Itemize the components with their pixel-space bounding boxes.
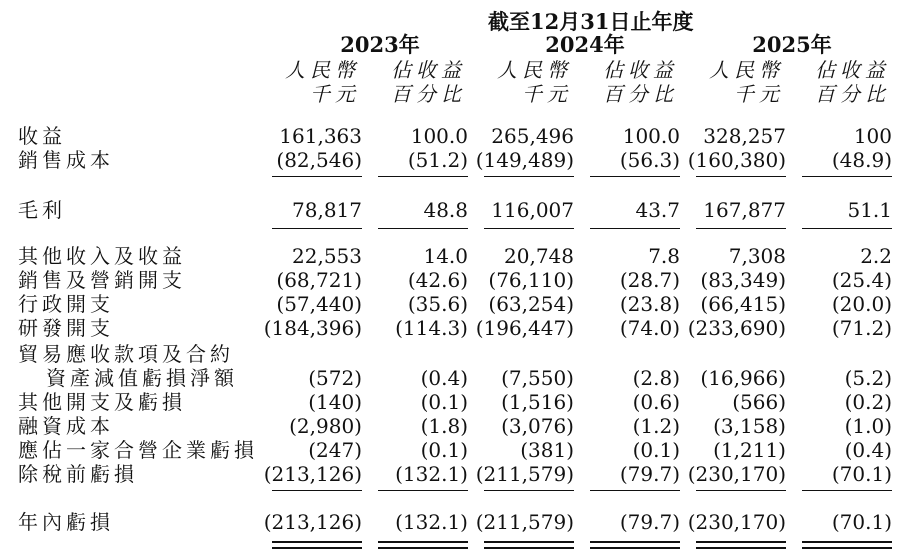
row-label: 除稅前虧損: [18, 462, 138, 486]
amount-header-2025: 人民幣: [709, 58, 784, 82]
row-label: 其他開支及虧損: [18, 390, 186, 414]
row-value: (149,489): [475, 148, 574, 172]
table-rule: [272, 176, 362, 177]
row-value: 100: [853, 124, 892, 148]
table-rule: [484, 541, 574, 543]
table-rule: [696, 541, 786, 543]
table-rule: [272, 547, 362, 549]
table-rule: [484, 228, 574, 229]
row-label: 應佔一家合營企業虧損: [18, 438, 258, 462]
row-value: 116,007: [491, 198, 574, 222]
table-rule: [802, 176, 892, 177]
row-value: (160,380): [687, 148, 786, 172]
row-value: (3,158): [713, 414, 786, 438]
row-value: (0.4): [420, 366, 468, 390]
row-label: 銷售成本: [18, 148, 114, 172]
row-value: (42.6): [407, 268, 468, 292]
row-value: (114.3): [395, 316, 468, 340]
row-value: (7,550): [501, 366, 574, 390]
table-rule: [378, 541, 468, 543]
row-value: (66,415): [700, 292, 786, 316]
table-rule: [802, 547, 892, 549]
row-value: (213,126): [263, 462, 362, 486]
row-value: 2.2: [860, 244, 892, 268]
table-rule: [272, 541, 362, 543]
row-value: (566): [732, 390, 786, 414]
row-value: (0.1): [420, 390, 468, 414]
row-value: 7,308: [728, 244, 786, 268]
row-value: (233,690): [687, 316, 786, 340]
row-value: (79.7): [619, 462, 680, 486]
row-label: 銷售及營銷開支: [18, 268, 186, 292]
row-value: (79.7): [619, 510, 680, 534]
row-value: (82,546): [276, 148, 362, 172]
row-label: 收益: [18, 124, 66, 148]
row-value: (63,254): [488, 292, 574, 316]
row-label: 行政開支: [18, 292, 114, 316]
table-rule: [590, 176, 680, 177]
table-rule: [484, 490, 574, 491]
table-rule: [484, 176, 574, 177]
amount-header-2024: 人民幣: [497, 58, 572, 82]
row-value: (572): [308, 366, 362, 390]
table-rule: [378, 547, 468, 549]
pct-unit-header-2025: 百分比: [815, 82, 890, 106]
row-value: (0.2): [844, 390, 892, 414]
row-value: (57,440): [276, 292, 362, 316]
table-rule: [378, 228, 468, 229]
row-value: (381): [520, 438, 574, 462]
row-value: (56.3): [619, 148, 680, 172]
table-rule: [590, 228, 680, 229]
row-label: 貿易應收款項及合約: [18, 342, 234, 366]
row-value: (0.4): [844, 438, 892, 462]
row-value: (132.1): [395, 462, 468, 486]
row-value: 14.0: [423, 244, 468, 268]
row-value: (211,579): [475, 510, 574, 534]
table-rule: [272, 228, 362, 229]
table-rule: [484, 547, 574, 549]
row-value: (48.9): [831, 148, 892, 172]
pct-header-2023: 佔收益: [391, 58, 466, 82]
row-value: (68,721): [276, 268, 362, 292]
row-value: 20,748: [504, 244, 574, 268]
row-value: (74.0): [619, 316, 680, 340]
row-value: 51.1: [847, 198, 892, 222]
table-rule: [802, 228, 892, 229]
row-value: 161,363: [279, 124, 362, 148]
table-rule: [802, 541, 892, 543]
unit-header-2024: 千元: [522, 82, 572, 106]
row-value: (76,110): [488, 268, 574, 292]
row-value: (70.1): [831, 510, 892, 534]
table-rule: [696, 547, 786, 549]
row-value: (2.8): [632, 366, 680, 390]
table-rule: [590, 541, 680, 543]
row-value: (71.2): [831, 316, 892, 340]
row-value: (211,579): [475, 462, 574, 486]
row-value: (1.0): [844, 414, 892, 438]
pct-unit-header-2023: 百分比: [391, 82, 466, 106]
row-value: (3,076): [501, 414, 574, 438]
pct-header-2024: 佔收益: [603, 58, 678, 82]
row-value: (196,447): [475, 316, 574, 340]
row-value: (140): [308, 390, 362, 414]
row-value: 100.0: [622, 124, 680, 148]
row-value: (230,170): [687, 510, 786, 534]
pct-header-2025: 佔收益: [815, 58, 890, 82]
row-value: (16,966): [700, 366, 786, 390]
row-label: 年內虧損: [18, 510, 114, 534]
row-value: (1.8): [420, 414, 468, 438]
row-value: (20.0): [831, 292, 892, 316]
row-value: 22,553: [292, 244, 362, 268]
row-value: 100.0: [410, 124, 468, 148]
row-value: 167,877: [703, 198, 786, 222]
row-value: (35.6): [407, 292, 468, 316]
row-value: (213,126): [263, 510, 362, 534]
table-rule: [696, 176, 786, 177]
table-rule: [696, 490, 786, 491]
row-label: 融資成本: [18, 414, 114, 438]
row-value: (28.7): [619, 268, 680, 292]
row-value: 48.8: [423, 198, 468, 222]
row-value: 7.8: [648, 244, 680, 268]
row-value: (51.2): [407, 148, 468, 172]
table-rule: [378, 176, 468, 177]
row-value: (184,396): [263, 316, 362, 340]
table-rule: [696, 228, 786, 229]
table-rule: [272, 490, 362, 491]
row-value: (0.1): [632, 438, 680, 462]
row-value: 328,257: [703, 124, 786, 148]
row-label: 研發開支: [18, 316, 114, 340]
pct-unit-header-2024: 百分比: [603, 82, 678, 106]
row-value: (230,170): [687, 462, 786, 486]
table-rule: [590, 547, 680, 549]
row-value: (247): [308, 438, 362, 462]
row-label: 資產減值虧損淨額: [46, 366, 238, 390]
row-value: (1,211): [713, 438, 786, 462]
row-value: (0.6): [632, 390, 680, 414]
period-header: 截至12月31日止年度: [488, 9, 694, 34]
row-value: 78,817: [292, 198, 362, 222]
row-value: (5.2): [844, 366, 892, 390]
row-value: (1.2): [632, 414, 680, 438]
row-value: (2,980): [289, 414, 362, 438]
row-value: (132.1): [395, 510, 468, 534]
row-value: (23.8): [619, 292, 680, 316]
row-value: (0.1): [420, 438, 468, 462]
year-2025: 2025年: [752, 32, 832, 57]
table-rule: [590, 490, 680, 491]
row-value: 265,496: [491, 124, 574, 148]
row-value: (1,516): [501, 390, 574, 414]
row-label: 毛利: [18, 198, 66, 222]
row-value: (70.1): [831, 462, 892, 486]
table-rule: [802, 490, 892, 491]
amount-header-2023: 人民幣: [285, 58, 360, 82]
row-value: 43.7: [635, 198, 680, 222]
row-label: 其他收入及收益: [18, 244, 186, 268]
unit-header-2023: 千元: [310, 82, 360, 106]
year-2024: 2024年: [545, 32, 625, 57]
row-value: (25.4): [831, 268, 892, 292]
year-2023: 2023年: [340, 32, 420, 57]
table-rule: [378, 490, 468, 491]
unit-header-2025: 千元: [734, 82, 784, 106]
row-value: (83,349): [700, 268, 786, 292]
